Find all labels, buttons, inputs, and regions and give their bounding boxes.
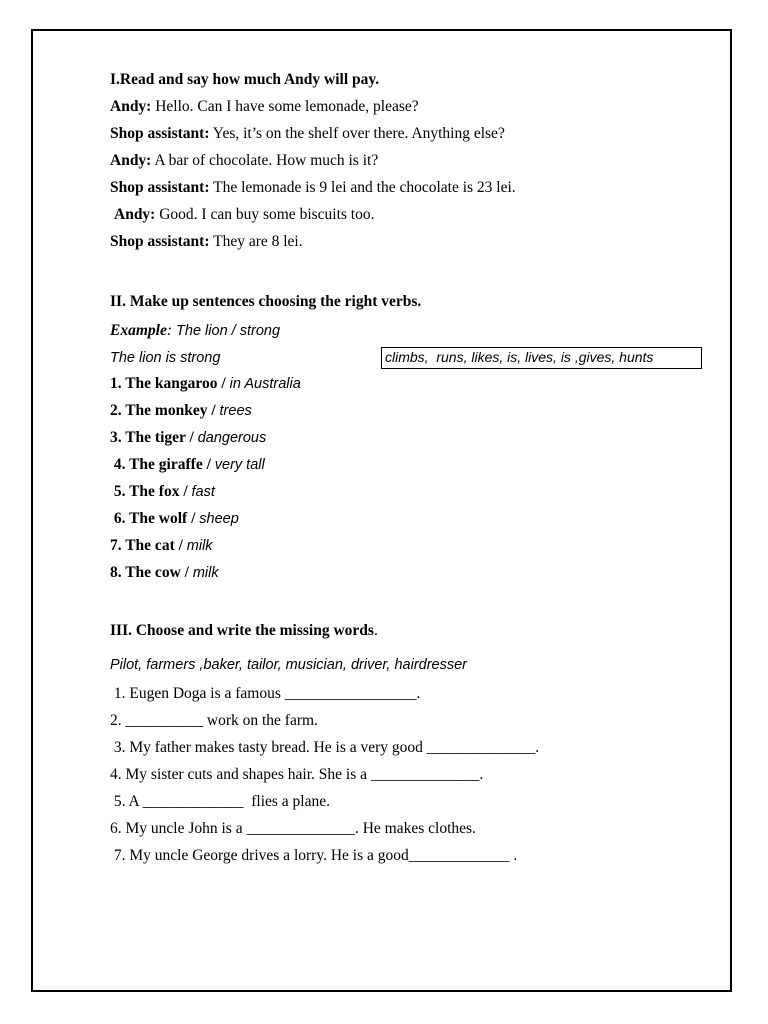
section-2-title: II. Make up sentences choosing the right verbs.: [110, 293, 422, 310]
speaker-label: Andy:: [110, 98, 152, 115]
word-bank: Pilot, farmers ,baker, tailor, musician, driver, hairdresser: [110, 657, 467, 673]
exercise-item-3: [110, 428, 266, 448]
section-3-title-text: III. Choose and write the missing words: [110, 622, 374, 639]
dialogue-text: A bar of chocolate. How much is it?: [151, 152, 379, 169]
fill-in-sentence-3: 3. My father makes tasty bread. He is a very good ______________.: [110, 739, 540, 756]
example-prompt: [110, 321, 280, 341]
dialogue-text: The lemonade is 9 lei and the chocolate is 23 lei.: [209, 179, 516, 196]
dialogue-text: Yes, it’s on the shelf over there. Anything else?: [209, 125, 505, 142]
item-subject: 2. The monkey /: [110, 402, 220, 419]
item-hint: milk: [192, 565, 219, 581]
example-prompt-text: The lion / strong: [172, 323, 281, 339]
dialogue-text: They are 8 lei.: [209, 233, 303, 250]
item-hint: dangerous: [197, 430, 267, 446]
dialogue-line-2: [110, 124, 505, 144]
dialogue-line-4: [110, 178, 516, 198]
item-hint: sheep: [199, 511, 239, 527]
fill-in-sentence-6: 6. My uncle John is a ______________. He makes clothes.: [110, 820, 476, 837]
section-3-title: [110, 621, 378, 641]
dialogue-text: Good. I can buy some biscuits too.: [155, 206, 375, 223]
fill-in-sentence-2: 2. __________ work on the farm.: [110, 712, 318, 729]
item-subject: 3. The tiger /: [110, 429, 198, 446]
item-subject: 4. The giraffe /: [110, 456, 215, 473]
speaker-label: Andy:: [114, 206, 156, 223]
speaker-label: Shop assistant:: [110, 125, 210, 142]
item-subject: 6. The wolf /: [110, 510, 200, 527]
exercise-item-7: [110, 536, 213, 556]
item-subject: 1. The kangaroo /: [110, 375, 230, 392]
exercise-item-2: [110, 401, 252, 421]
item-hint: fast: [191, 484, 215, 500]
item-subject: 8. The cow /: [110, 564, 193, 581]
exercise-item-5: [110, 482, 215, 502]
item-hint: very tall: [214, 457, 265, 473]
section-1-title: I.Read and say how much Andy will pay.: [110, 71, 380, 88]
example-label: Example: [110, 322, 167, 339]
item-subject: 5. The fox /: [110, 483, 192, 500]
fill-in-sentence-5: 5. A _____________ flies a plane.: [110, 793, 330, 810]
exercise-item-6: [110, 509, 239, 529]
exercise-item-4: [110, 455, 265, 475]
fill-in-sentence-4: 4. My sister cuts and shapes hair. She is a ______________.: [110, 766, 484, 783]
speaker-label: Shop assistant:: [110, 179, 210, 196]
item-hint: trees: [219, 403, 252, 419]
dialogue-line-6: [110, 232, 303, 252]
example-answer: The lion is strong: [110, 350, 221, 366]
exercise-item-1: [110, 374, 301, 394]
section-3-title-period: .: [373, 622, 378, 639]
dialogue-line-5: [114, 205, 375, 225]
item-subject: 7. The cat /: [110, 537, 187, 554]
fill-in-sentence-7: 7. My uncle George drives a lorry. He is a good_____________ .: [110, 847, 518, 864]
dialogue-text: Hello. Can I have some lemonade, please?: [151, 98, 419, 115]
speaker-label: Andy:: [110, 152, 152, 169]
exercise-item-8: [110, 563, 219, 583]
speaker-label: Shop assistant:: [110, 233, 210, 250]
fill-in-sentence-1: 1. Eugen Doga is a famous _________________.: [110, 685, 421, 702]
dialogue-line-3: [110, 151, 378, 171]
verb-bank-box: climbs, runs, likes, is, lives, is ,gives, hunts: [381, 347, 702, 369]
example-colon: :: [166, 322, 173, 339]
dialogue-line-1: [110, 97, 419, 117]
item-hint: milk: [186, 538, 213, 554]
item-hint: in Australia: [229, 376, 301, 392]
